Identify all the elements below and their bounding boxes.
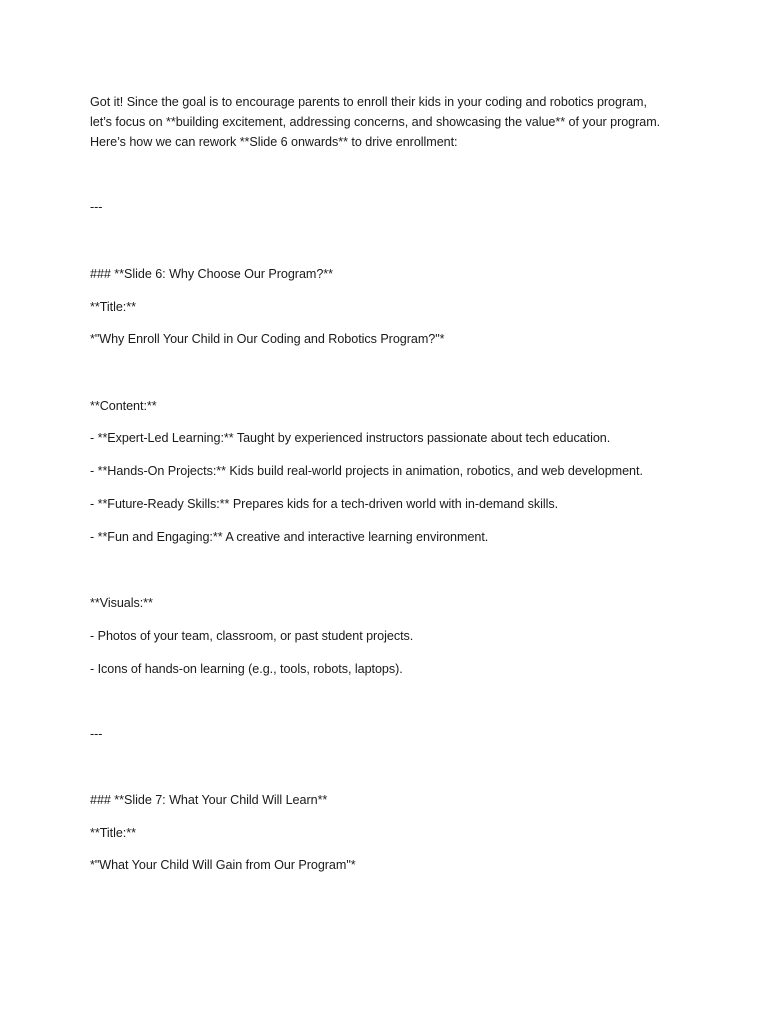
separator: --- <box>90 727 103 741</box>
intro-line-2: let’s focus on **building excitement, addressing concerns, and showcasing the value** of your program. <box>90 115 661 129</box>
slide6-title-text: *"Why Enroll Your Child in Our Coding and Robotics Program?"* <box>90 332 445 346</box>
slide6-visuals-item: - Photos of your team, classroom, or past student projects. <box>90 629 414 643</box>
slide7-title-text: *"What Your Child Will Gain from Our Program"* <box>90 858 356 872</box>
slide6-content-item: - **Future-Ready Skills:** Prepares kids for a tech-driven world with in-demand skills. <box>90 497 559 511</box>
slide7-heading: ### **Slide 7: What Your Child Will Learn** <box>90 793 328 807</box>
intro-line-1: Got it! Since the goal is to encourage parents to enroll their kids in your coding and robotics program, <box>90 95 647 109</box>
slide6-content-label: **Content:** <box>90 399 157 413</box>
slide6-title-label: **Title:** <box>90 300 136 314</box>
slide6-visuals-label: **Visuals:** <box>90 596 153 610</box>
separator: --- <box>90 200 103 214</box>
slide6-content-item: - **Expert-Led Learning:** Taught by experienced instructors passionate about tech education. <box>90 431 611 445</box>
intro-line-3: Here’s how we can rework **Slide 6 onwards** to drive enrollment: <box>90 135 458 149</box>
slide6-heading: ### **Slide 6: Why Choose Our Program?** <box>90 267 334 281</box>
slide6-visuals-item: - Icons of hands-on learning (e.g., tools, robots, laptops). <box>90 662 403 676</box>
slide6-content-item: - **Fun and Engaging:** A creative and interactive learning environment. <box>90 530 489 544</box>
slide7-title-label: **Title:** <box>90 826 136 840</box>
slide6-content-item: - **Hands-On Projects:** Kids build real-world projects in animation, robotics, and web development. <box>90 464 643 478</box>
